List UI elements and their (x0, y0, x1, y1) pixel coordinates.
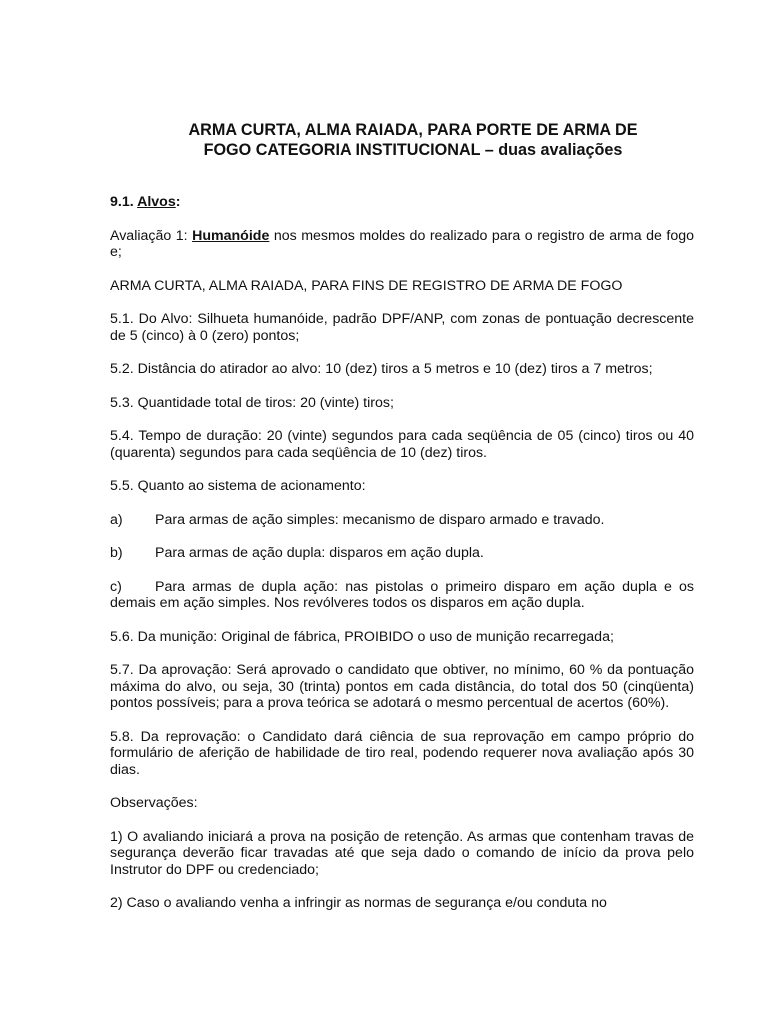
document-body (110, 120, 694, 912)
subitem-a (110, 512, 694, 529)
item-5-4: 5.4. Tempo de duração: 20 (vinte) segundos para cada seqüência de 05 (cinco) tiros ou 40 (quarenta) segundos para cada seqüência de 10 (dez) tiros. (110, 428, 694, 461)
item-5-7: 5.7. Da aprovação: Será aprovado o candidato que obtiver, no mínimo, 60 % da pontuação máxima do alvo, ou seja, 30 (trinta) pontos em cada distância, do total dos 50 (cinqüenta) pontos possíveis; para a prova teórica se adotará o mesmo percentual de acertos (60%). (110, 662, 694, 711)
item-5-2: 5.2. Distância do atirador ao alvo: 10 (dez) tiros a 5 metros e 10 (dez) tiros a 7 metros; (110, 361, 653, 377)
observacoes-heading: Observações: (110, 795, 198, 811)
item-5-6: 5.6. Da munição: Original de fábrica, PROIBIDO o uso de munição recarregada; (110, 628, 614, 645)
subtitle-paragraph: ARMA CURTA, ALMA RAIADA, PARA FINS DE REGISTRO DE ARMA DE FOGO (110, 277, 623, 294)
section-number: 9.1. (110, 194, 138, 210)
subitem-b (110, 545, 694, 562)
subitem-c-text: Para armas de dupla ação: nas pistolas o primeiro disparo em ação dupla e os demais em ação simples. Nos revólveres todos os disparos em ação dupla. (110, 578, 694, 611)
avaliacao-paragraph (110, 228, 694, 261)
subitem-c-letter: c) (110, 578, 122, 595)
subitem-b-letter: b) (110, 545, 123, 561)
observacao-1: 1) O avaliando iniciará a prova na posição de retenção. As armas que contenham travas de segurança deverão ficar travadas até que seja dado o comando de início da prova pelo Instrutor do DPF ou credenciado; (110, 828, 694, 878)
subitem-a-text: Para armas de ação simples: mecanismo de disparo armado e travado. (155, 511, 605, 528)
subitem-c (110, 579, 694, 612)
item-5-1: 5.1. Do Alvo: Silhueta humanóide, padrão DPF/ANP, com zonas de pontuação decrescente de 5 (cinco) à 0 (zero) pontos; (110, 311, 694, 344)
title-line-2: FOGO CATEGORIA INSTITUCIONAL – duas avaliações (203, 141, 623, 159)
item-5-5: 5.5. Quanto ao sistema de acionamento: (110, 478, 366, 494)
item-5-3: 5.3. Quantidade total de tiros: 20 (vinte) tiros; (110, 394, 394, 411)
subitem-b-text: Para armas de ação dupla: disparos em ação dupla. (155, 545, 484, 561)
section-heading-alvos (110, 194, 694, 211)
document-title (132, 120, 694, 160)
observacao-2: 2) Caso o avaliando venha a infringir as normas de segurança e/ou conduta no (110, 895, 607, 911)
section-colon: : (175, 194, 181, 210)
avaliacao-highlight: Humanóide (192, 227, 270, 244)
avaliacao-prefix: Avaliação 1: (110, 227, 193, 244)
subitem-a-letter: a) (110, 511, 123, 528)
section-label: Alvos (137, 194, 176, 210)
title-line-1: ARMA CURTA, ALMA RAIADA, PARA PORTE DE ARMA DE (188, 121, 638, 139)
item-5-8: 5.8. Da reprovação: o Candidato dará ciência de sua reprovação em campo próprio do formulário de aferição de habilidade de tiro real, podendo requerer nova avaliação após 30 dias. (110, 728, 694, 778)
avaliacao-suffix: nos mesmos moldes do realizado para o registro de arma de fogo e; (110, 227, 694, 260)
